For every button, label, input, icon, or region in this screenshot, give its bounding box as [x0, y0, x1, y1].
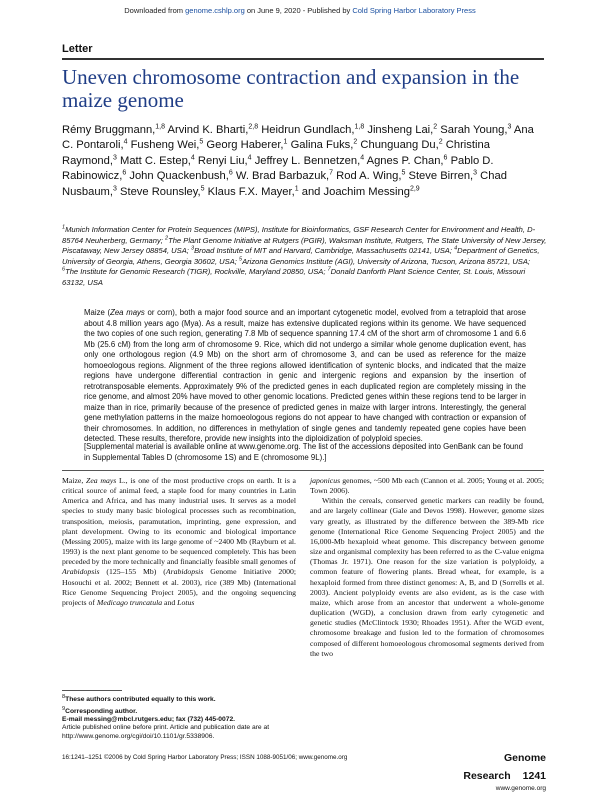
body-paragraph: Within the cereals, conserved genetic markers can readily be found, and are largely collinear (Gale and Devos 1998). However, genome sizes vary greatly, as illustrated by the difference between the 389-Mb rice genome (International Rice Genome Sequencing Project 2005) and the 16,000-Mb hexaploid wheat genome. This discrepancy between genome size and organismal complexity has been referred to as the C-value enigma (Thomas Jr. 1971). One reason for the size variation is polyploidy, a common feature of flowering plants. Bread wheat, for example, is a hexaploid formed from three distinct genomes: A, B, and D (Sorrells et al. 2003). Ancient polyploidy events are also evident, as is the case with maize, which arose from an ancestor that underwent a whole-genome duplication (WGD), a conclusion drawn from early cytogenetic and genetic studies (McClintock 1930; Rhoades 1951). After the WGD event, chromosome breakage and fusion led to the formation of chromosomes composed of different homoeologous chromosomal segments derived from the two: [310, 496, 544, 658]
journal-name: Genome Research: [463, 752, 546, 782]
author: Jinsheng Lai,$^2$: [367, 123, 438, 136]
species-name: Lotus: [177, 597, 195, 607]
download-bar: [0, 6, 600, 15]
author: Chad Nusbaum,$^3$: [62, 170, 507, 198]
author: and Joachim Messing$^{2,9}$: [301, 184, 420, 198]
site-link[interactable]: genome.cshlp.org: [185, 6, 245, 15]
author: Pablo D. Rabinowicz,$^6$: [62, 154, 494, 183]
affiliation: $^4$Department of Genetics, University of Georgia, Athens, Georgia 30602, USA;: [62, 245, 540, 266]
download-middle: on June 9, 2020 - Published by: [244, 6, 353, 15]
species-name: Arabidopsis: [165, 567, 204, 577]
author: Ana C. Pontaroli,$^4$: [62, 124, 534, 152]
species-name: Medicago truncatula: [96, 597, 163, 607]
footer-journal: [424, 748, 546, 792]
top-rule: [62, 58, 544, 60]
author: Klaus F.X. Mayer,$^1$: [207, 184, 299, 198]
author: Sarah Young,$^3$: [440, 123, 512, 136]
footnotes: [62, 693, 302, 741]
affiliation: $^6$The Institute for Genomic Research (TIGR), Rockville, Maryland 20850, USA;: [62, 266, 328, 277]
author: Rod A. Wing,$^5$: [336, 169, 406, 183]
body-column-left: [62, 476, 296, 608]
affiliation: $^3$Broad Institute of MIT and Harvard, Cambridge, Massachusetts 02141, USA;: [191, 245, 455, 256]
section-label: Letter: [62, 43, 93, 55]
body-text: Maize,: [62, 476, 87, 485]
species-name: Arabidopsis: [62, 567, 100, 577]
body-text: L., is one of the most productive crops on earth. It is a critical source of animal feed, a staple food for many countries in Latin America and Africa, and has many industrial uses. It serves as a model species to study many basic biological processes such as recombination, transposition, meiosis, paramutation, imprinting, gene expression, and plant development. Owing to its economic and biological importance (Messing 2005), maize with its large genome of ~2400 Mb (Rayburn et al. 1993) is the next plant genome to be sequenced completely. This has been preceded by the more technically and financially feasible small genomes of: [62, 476, 296, 567]
affiliations: [62, 225, 548, 289]
author: Christina Raymond,$^3$: [62, 139, 490, 167]
footer-citation: 16:1241–1251 ©2006 by Cold Spring Harbor Laboratory Press; ISSN 1088-9051/06; www.genome.org: [62, 754, 348, 761]
species-name: japonicus: [310, 476, 341, 485]
author: Arvind K. Bharti,$^{2,8}$: [167, 123, 259, 136]
author: Rémy Bruggmann,$^{1,8}$: [62, 123, 166, 136]
page-number: 1241: [522, 770, 546, 782]
abstract-species: Zea mays: [110, 308, 145, 317]
footnote-equal: $^8$These authors contributed equally to this work.: [62, 694, 216, 704]
affiliation: $^5$Arizona Genomics Institute (AGI), University of Arizona, Tucson, Arizona 85721, USA;: [239, 256, 531, 266]
body-text: and: [162, 597, 178, 607]
download-prefix: Downloaded from: [124, 6, 186, 15]
section-divider: [62, 470, 544, 471]
author: Agnes P. Chan,$^6$: [366, 154, 448, 167]
author: Matt C. Estep,$^4$: [120, 154, 195, 167]
abstract: [84, 308, 526, 445]
body-text: genomes, ~500 Mb each (Cannon et al. 2005; Young et al. 2005; Town 2006).: [310, 476, 544, 496]
author: Jeffrey L. Bennetzen,$^4$: [254, 154, 365, 167]
species-name: Zea mays: [86, 476, 117, 485]
footnote-email[interactable]: E-mail messing@mbcl.rutgers.edu; fax (732) 445-0072.: [62, 716, 236, 724]
abstract-lead: Maize (: [84, 308, 111, 317]
author: John Quackenbush,$^6$: [129, 169, 233, 183]
author: Georg Haberer,$^1$: [206, 138, 288, 152]
author: Fusheng Wei,$^5$: [130, 138, 204, 152]
footnote-article: Article published online before print. Article and publication date are at http://www.genome.org/cgi/doi/10.1101/gr.5338906.: [62, 724, 270, 740]
affiliation: $^7$Donald Danforth Plant Science Center, St. Louis, Missouri 63132, USA: [62, 266, 526, 287]
supplemental-note: [Supplemental material is available online at www.genome.org. The list of the accessions deposited into GenBank can be found in Supplemental Tables D (chromosome 1S) and E (chromosome 9L).]: [84, 442, 523, 462]
body-column-right: [310, 476, 544, 659]
author: Heidrun Gundlach,$^{1,8}$: [261, 123, 365, 136]
affiliation: $^1$Munich Information Center for Protein Sequences (MIPS), Institute for Bioinformatics, GSF Research Center for Environment and Health, D-85764 Neuherberg, Germany;: [62, 224, 536, 245]
body-text: (125–155 Mb) (: [99, 567, 166, 577]
author: W. Brad Barbazuk,$^7$: [235, 169, 334, 183]
affiliation: $^2$The Plant Genome Initiative at Rutgers (PGIR), Waksman Institute, Rutgers, The State University of New Jersey, Piscataway, New Jersey 08854, USA;: [62, 235, 547, 256]
body-text: Genome Initiative 2000; Hosouchi et al. 2002; Bennett et al. 2003), rice (389 Mb) (International Rice Genome Sequencing Project 2005), and the ongoing sequencing projects of: [62, 567, 296, 607]
author: Chunguang Du,$^2$: [360, 138, 443, 152]
author-list: [62, 123, 546, 200]
author: Steve Rounsley,$^5$: [120, 184, 205, 198]
article-title: Uneven chromosome contraction and expansion in the maize genome: [62, 65, 520, 112]
author: Galina Fuks,$^2$: [290, 138, 358, 152]
author: Renyi Liu,$^4$: [197, 154, 252, 167]
author: Steve Birren,$^3$: [408, 169, 478, 183]
publisher-link[interactable]: Cold Spring Harbor Laboratory Press: [352, 6, 476, 15]
footnote-rule: [62, 690, 122, 691]
abstract-text: or corn), both a major food source and an important cytogenetic model, evolved from a tetraploid that arose about 4.8 million years ago (Mya). As a result, maize has extensive duplicated regions within its genome. We have sequenced the two copies of one such region, generating 7.8 Mb of sequence spanning 17.4 cM of the short arm of chromosome 1 and 6.6 Mb (25.6 cM) from the long arm of chromosome 9. Rice, which did not undergo a similar whole genome duplication event, has only one orthologous region (4.9 Mb) on the short arm of chromosome 3, and can be used as reference for the maize homoeologous regions. Alignment of the three regions allowed identification of syntenic blocks, and indicated that the maize regions have undergone differential contraction in genic and intergenic regions and expansion by the insertion of retrotransposable elements. Approximately 9% of the predicted genes in each duplicated region are completely missing in the rice genome, and almost 20% have moved to other genomic locations. Predicted genes within these regions tend to be larger in maize than in rice, primarily because of the presence of predicted genes in maize with larger introns. Interestingly, the general gene methylation patterns in the maize homoeologous regions do not appear to have changed with contraction or expansion of their chromosomes. In addition, no differences in methylation of single genes and tandemly repeated gene copies have been detected. These results, therefore, provide new insights into the diploidization of polyploid species.: [84, 308, 526, 443]
journal-url[interactable]: www.genome.org: [495, 785, 546, 792]
footnote-corresponding: $^9$Corresponding author.: [62, 705, 138, 715]
